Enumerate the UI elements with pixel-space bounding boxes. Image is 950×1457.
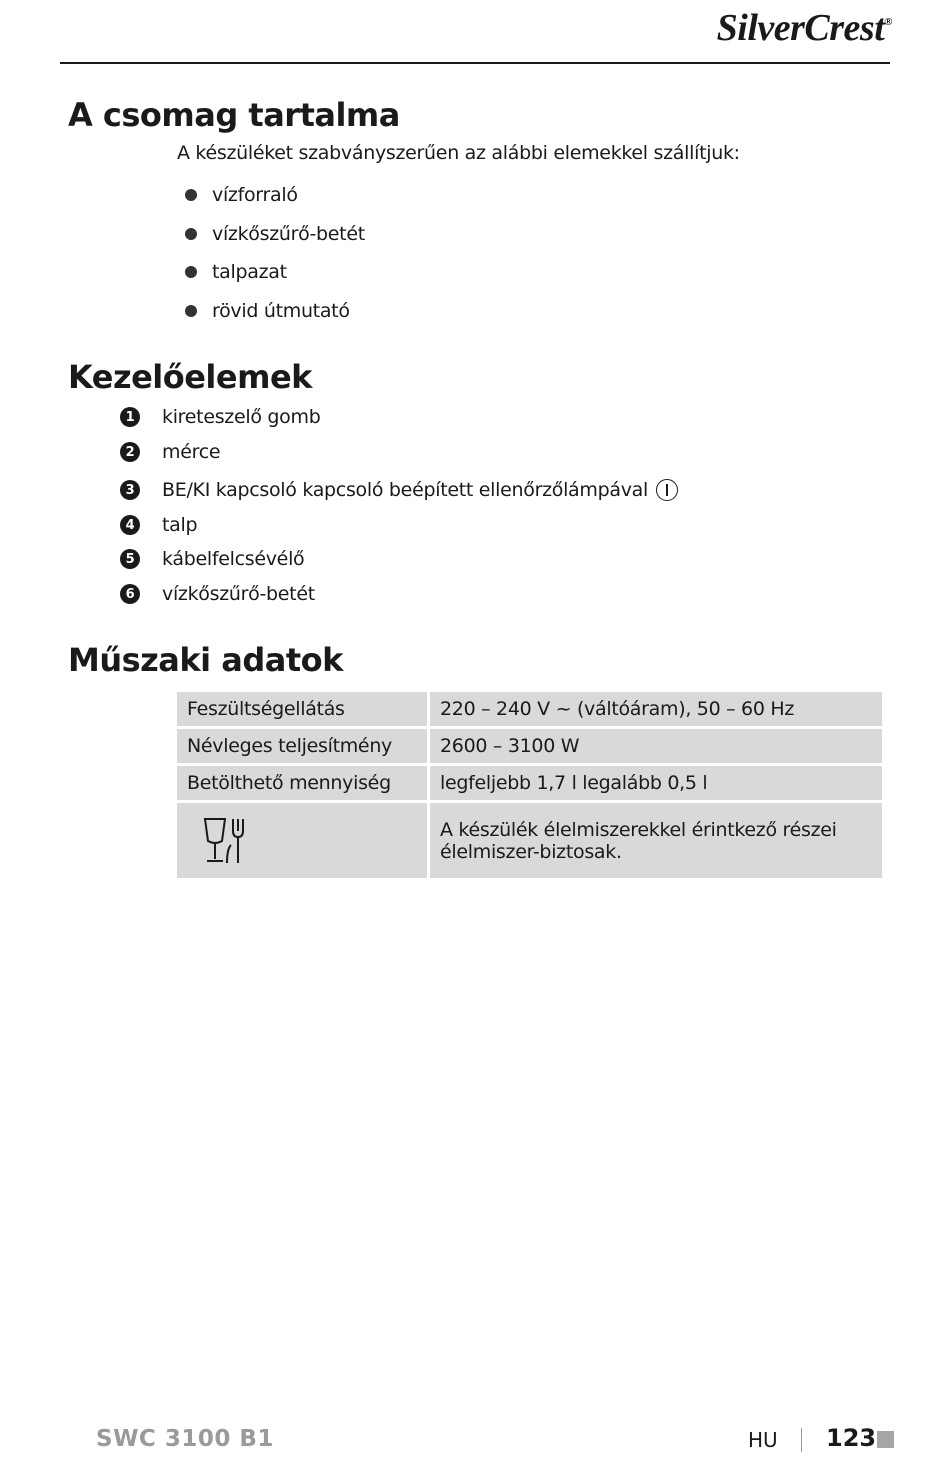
list-item-label: vízforraló (212, 184, 298, 207)
list-item-label: talpazat (212, 261, 287, 284)
control-item (120, 583, 315, 605)
list-item (185, 176, 365, 215)
technical-data-heading: Műszaki adatok (68, 641, 343, 679)
control-label: talp (162, 514, 198, 536)
controls-heading: Kezelőelemek (68, 358, 312, 396)
food-safe-icon (201, 815, 249, 867)
language-code: HU (748, 1428, 778, 1452)
number-badge-icon: 4 (120, 515, 140, 535)
registered-mark: ® (884, 16, 892, 28)
number-badge-icon: 3 (120, 480, 140, 500)
header-rule (60, 62, 890, 64)
package-intro: A készüléket szabványszerűen az alábbi elemekkel szállítjuk: (177, 142, 740, 164)
power-icon (656, 479, 678, 501)
list-item (185, 292, 365, 331)
package-list (185, 176, 365, 330)
control-item (120, 548, 304, 570)
brand-logo (717, 6, 892, 50)
spec-value: 2600 – 3100 W (430, 729, 882, 766)
food-safe-cell (177, 803, 430, 881)
control-item (120, 441, 220, 463)
spec-label: Névleges teljesítmény (177, 729, 430, 766)
number-badge-icon: 6 (120, 584, 140, 604)
control-label: mérce (162, 441, 221, 463)
number-badge-icon: 5 (120, 549, 140, 569)
control-item (120, 406, 320, 428)
number-badge-icon: 2 (120, 442, 140, 462)
list-item (185, 215, 365, 254)
control-label: BE/KI kapcsoló kapcsoló beépített ellenőrzőlámpával (162, 479, 648, 501)
number-badge-icon: 1 (120, 407, 140, 427)
spec-value: legfeljebb 1,7 l legalább 0,5 l (430, 766, 882, 803)
list-item-label: vízkőszűrő-betét (212, 222, 365, 245)
food-safe-text (430, 803, 882, 881)
table-row (177, 766, 882, 803)
page-number: 123 (826, 1424, 877, 1452)
page-marker-icon (877, 1431, 894, 1448)
control-label: kireteszelő gomb (162, 406, 321, 428)
control-item (120, 479, 678, 501)
food-safe-line: A készülék élelmiszerekkel érintkező részei (440, 818, 837, 841)
bullet-icon (185, 189, 197, 201)
brand-name: SilverCrest (716, 7, 885, 49)
spec-label: Betölthető mennyiség (177, 766, 430, 803)
control-label: kábelfelcsévélő (162, 548, 305, 570)
table-row (177, 692, 882, 729)
specs-table (177, 692, 882, 881)
footer-divider (801, 1428, 802, 1452)
food-safe-line: élelmiszer-biztosak. (440, 840, 622, 863)
package-contents-heading: A csomag tartalma (68, 96, 400, 134)
bullet-icon (185, 228, 197, 240)
table-row (177, 729, 882, 766)
bullet-icon (185, 266, 197, 278)
control-label: vízkőszűrő-betét (162, 583, 315, 605)
bullet-icon (185, 305, 197, 317)
spec-value: 220 – 240 V ~ (váltóáram), 50 – 60 Hz (430, 692, 882, 729)
list-item-label: rövid útmutató (212, 299, 350, 322)
table-row (177, 803, 882, 881)
model-number: SWC 3100 B1 (96, 1426, 274, 1452)
list-item (185, 253, 365, 292)
spec-label: Feszültségellátás (177, 692, 430, 729)
control-item (120, 514, 197, 536)
